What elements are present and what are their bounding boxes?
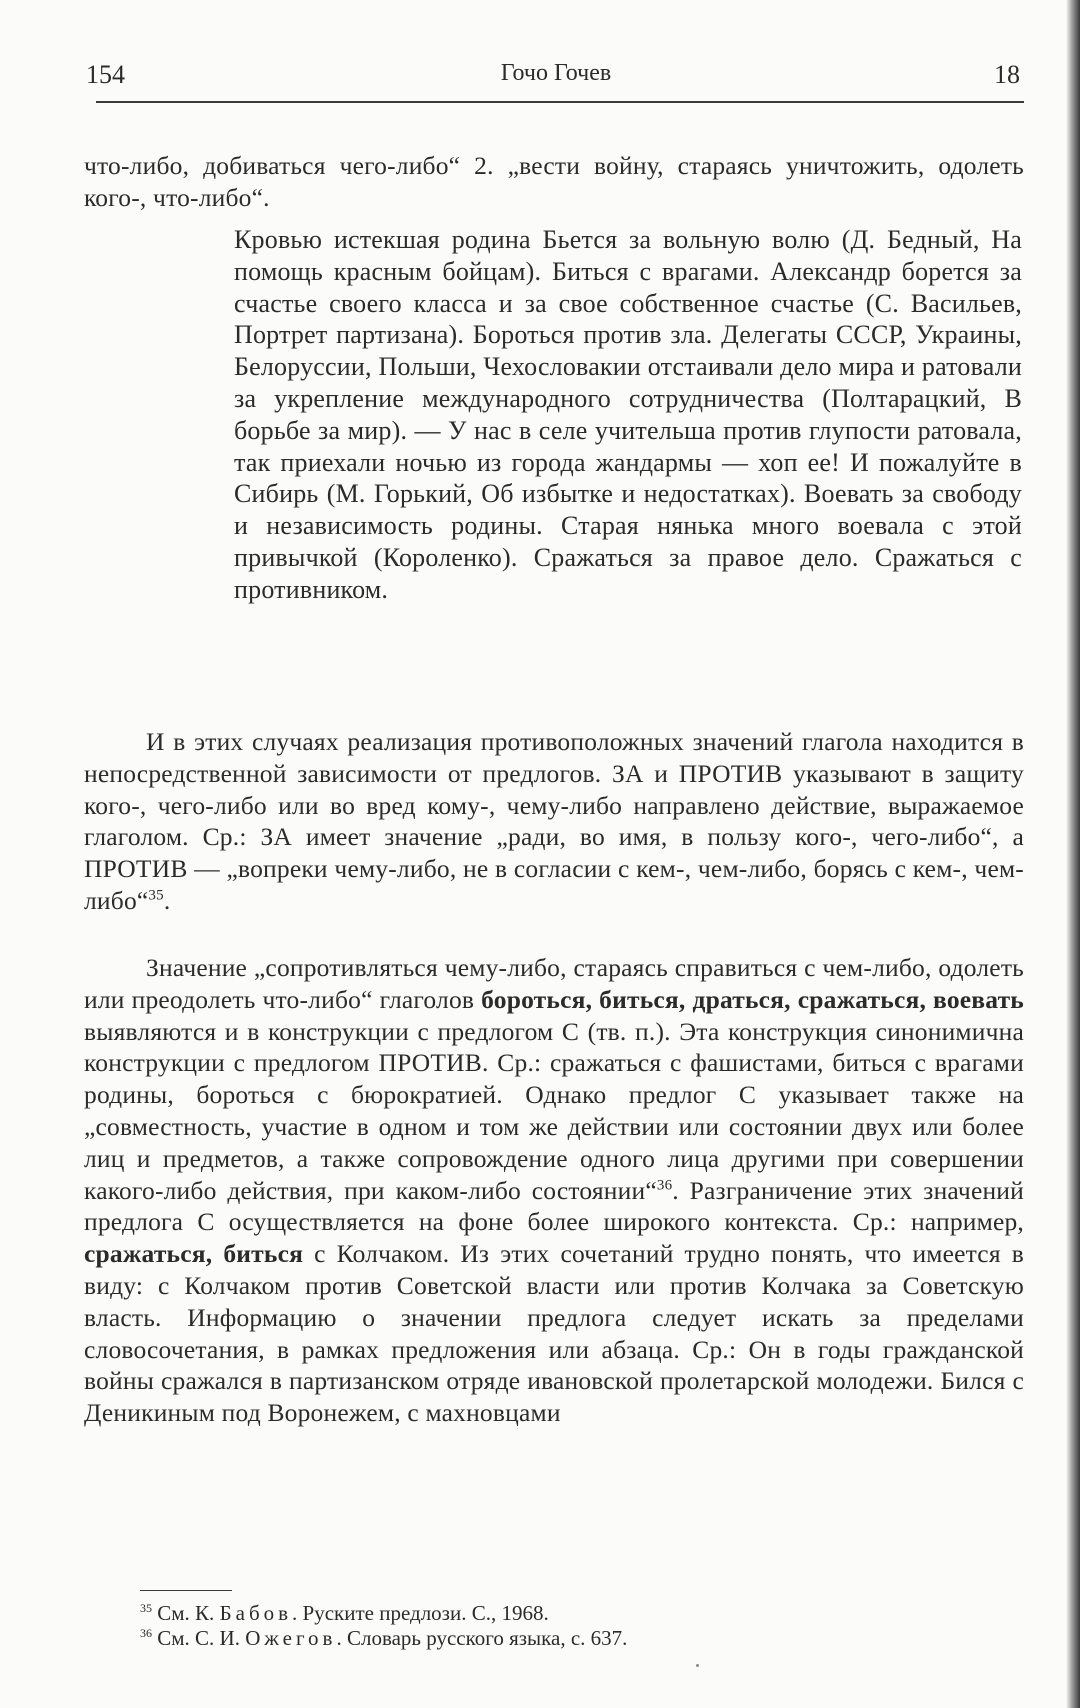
footnote-text: . Словарь русского языка, с. 637. <box>336 1626 628 1650</box>
footnote-author: Ожегов <box>245 1626 337 1650</box>
header-rule <box>96 101 1024 103</box>
paragraph-text: выявляются и в конструкции с предлогом С (тв. п.). Эта конструкция синонимична конструкции с предлогом ПРОТИВ. Ср.: сражаться с фашистами, биться с врагами родины, бороться с бюрократией. Однако предлог С указывает также на „совместность, участие в одном и том же действии или состоянии двух или более лиц и предметов, а также сопровождение одного лица другими при совершении какого-либо действия, при каком-либо состоянии“ <box>84 1016 1024 1205</box>
example-quote-block: Кровью истекшая родина Бьется за вольную волю (Д. Бедный, На помощь красным бойцам). Биться с врагами. Александр борется за счастье своего класса и за свое собственное счастье (С. Васильев, Портрет партизана). Бороться против зла. Делегаты СССР, Украины, Белоруссии, Польши, Чехословакии отстаивали дело мира и ратовали за укрепление международного сотрудничества (Полтарацкий, В борьбе за мир). — У нас в селе учительша против глупости ратовала, так приехали ночью из города жандармы — хоп ее! И пожалуйте в Сибирь (М. Горький, Об избытке и недостатках). Воевать за свободу и независимость родины. Старая нянька много воевала с этой привычкой (Короленко). Сражаться за правое дело. Сражаться с противником. <box>234 225 1022 604</box>
page-speck <box>696 1664 699 1667</box>
running-title: Гочо Гочев <box>500 60 612 86</box>
footnote-35 <box>140 1600 549 1626</box>
footnote-ref-36: 36 <box>656 1177 673 1194</box>
page-number: 154 <box>86 60 125 89</box>
paragraph-meaning <box>84 952 1024 1429</box>
header-right-number: 18 <box>994 60 1020 89</box>
paragraph-text: И в этих случаях реализация противоположных значений глагола находится в непосредственной зависимости от предлогов. ЗА и ПРОТИВ указывают в защиту кого-, чего-либо или во вред кому-, чему-либо направлено действие, выражаемое глаголом. Ср.: ЗА имеет значение „ради, во имя, в пользу кого-, чего-либо“, а ПРОТИВ — „вопреки чему-либо, не в согласии с кем-, чем-либо, борясь с кем-, чем-либо“ <box>84 727 1024 915</box>
footnote-author: Бабов <box>219 1601 293 1625</box>
footnote-ref-35: 35 <box>148 887 164 904</box>
paragraph-text: Значение „сопротивляться чему-либо, стараясь справиться с чем-либо, одолеть или преодолеть что-либо“ глаголов <box>84 953 1024 1014</box>
bold-verbs: бороться, биться, драться, сражаться, воевать <box>481 984 1024 1014</box>
running-header <box>86 58 1026 94</box>
page-binding-edge <box>1066 0 1080 1708</box>
footnote-rule <box>140 1590 232 1591</box>
paragraph-continuation: что-либо, добиваться чего-либо“ 2. „вести войну, стараясь уничтожить, одолеть кого-, что-либо“. <box>84 151 1024 212</box>
paragraph-text: . Разграничение этих значений предлога С осуществляется на фоне более широкого контекста. Ср.: например, <box>84 1175 1025 1237</box>
paragraph-end: . <box>163 885 171 915</box>
footnote-36 <box>140 1625 627 1651</box>
footnote-text: . Руските предлози. С., 1968. <box>292 1601 549 1625</box>
paragraph-prepositions <box>84 726 1024 917</box>
footnote-number: 36 <box>140 1626 152 1640</box>
paragraph-text: с Колчаком. Из этих сочетаний трудно понять, что имеется в виду: с Колчаком против Советской власти или против Колчака за Советскую власть. Информацию о значении предлога следует искать за пределами словосочетания, в рамках предложения или абзаца. Ср.: Он в годы гражданской войны сражался в партизанском отряде ивановской пролетарской молодежи. Бился с Деникиным под Воронежем, с махновцами <box>84 1239 1024 1428</box>
footnote-text: См. К. <box>157 1601 220 1625</box>
footnote-text: См. С. И. <box>157 1626 246 1650</box>
bold-verbs: сражаться, биться <box>84 1239 304 1269</box>
footnote-number: 35 <box>140 1601 152 1615</box>
